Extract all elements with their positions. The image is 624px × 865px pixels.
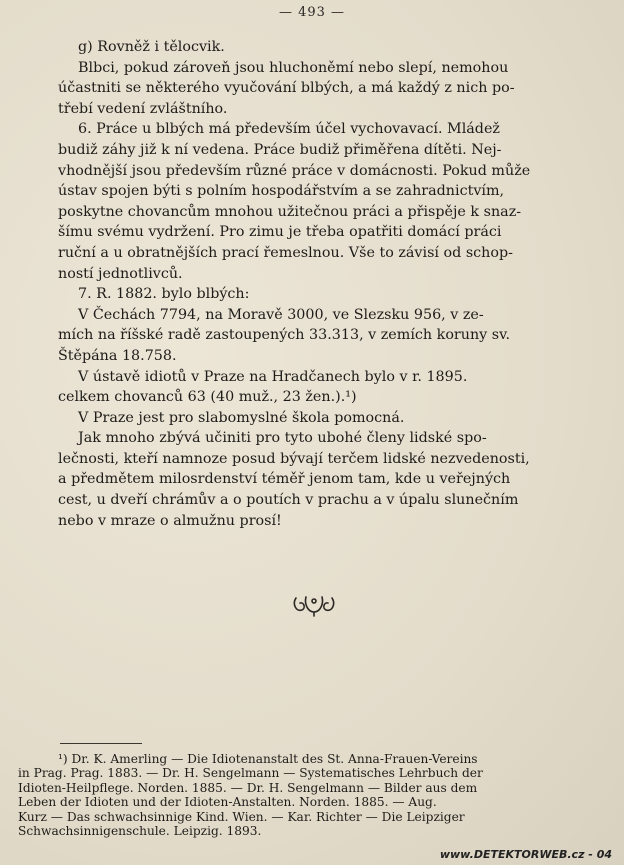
footnote-line: Kurz — Das schwachsinnige Kind. Wien. — Kar. Richter — Die Leipziger: [18, 809, 465, 824]
footnote-line: Schwachsinnigenschule. Leipzig. 1893.: [18, 824, 262, 839]
text-line: V Čechách 7794, na Moravě 3000, ve Slezsku 956, v ze-: [78, 306, 484, 323]
text-line: třebí vedení zvláštního.: [58, 100, 228, 117]
watermark: www.DETEKTORWEB.cz - 04: [439, 848, 612, 861]
text-line: V ústavě idiotů v Praze na Hradčanech bylo v r. 1895.: [78, 368, 468, 385]
text-line: nebo v mraze o almužnu prosí!: [58, 512, 282, 529]
text-line: mích na říšské radě zastoupených 33.313, v zemích koruny sv.: [58, 327, 511, 344]
footnote-line: Leben der Idioten und der Idioten-Anstalten. Norden. 1885. — Aug.: [18, 795, 437, 810]
text-line: účastniti se některého vyučování blbých, a má každý z nich po-: [58, 80, 515, 97]
footnote-divider: [60, 743, 142, 744]
body-text: [58, 37, 598, 531]
footnote-line: ¹) Dr. K. Amerling — Die Idiotenanstalt des St. Anna-Frauen-Vereins: [58, 752, 478, 766]
footnote-line: in Prag. Prag. 1883. — Dr. H. Sengelmann — Systematisches Lehrbuch der: [18, 766, 483, 781]
text-line: cest, u dveří chrámův a o poutích v prachu a v úpalu slunečním: [58, 492, 519, 509]
text-line: ústav spojen býti s polním hospodářstvím a se zahradnictvím,: [58, 183, 505, 200]
page-number: — 493 —: [278, 5, 346, 20]
text-line: 6. Práce u blbých má především účel vychovavací. Mládež: [78, 121, 500, 138]
text-line: a předmětem milosrdenství téměř jenom tam, kde u veřejných: [58, 471, 511, 488]
paragraph-work: [58, 119, 598, 284]
text-line: vhodnější jsou především různé práce v domácnosti. Pokud může: [58, 162, 531, 179]
text-line: lečnosti, kteří namnoze posud bývají terčem lidské nezvedenosti,: [58, 450, 530, 467]
text-line: Štěpána 18.758.: [58, 347, 177, 364]
text-line: poskytne chovancům mnohou užitečnou práci a přispěje k snaz-: [58, 203, 522, 220]
text-line: Jak mnoho zbývá učiniti pro tyto ubohé členy lidské spo-: [78, 430, 487, 447]
text-line: šímu svému vydržení. Pro zimu je třeba opatřiti domácí práci: [58, 224, 502, 241]
text-line: budiž záhy již k ní vedena. Práce budiž přiměřena dítěti. Nej-: [58, 141, 502, 158]
paragraph-gymnastics: [58, 37, 598, 119]
text-line: Blbci, pokud zároveň jsou hluchoněmí nebo slepí, nemohou: [78, 59, 509, 76]
text-line: 7. R. 1882. bylo blbých:: [78, 286, 250, 303]
floral-ornament-icon: [290, 592, 338, 618]
footnote-line: Idioten-Heilpflege. Norden. 1885. — Dr. H. Sengelmann — Bilder aus dem: [18, 780, 478, 795]
text-line: V Praze jest pro slabomyslné škola pomocná.: [78, 409, 405, 426]
footnotes: [18, 752, 600, 838]
text-line: celkem chovanců 63 (40 muž., 23 žen.).¹): [58, 389, 357, 406]
text-line: ruční a u obratnějších prací řemeslnou. Vše to závisí od schop-: [58, 244, 513, 261]
text-line: g) Rovněž i tělocvik.: [78, 39, 225, 55]
text-line: ností jednotlivců.: [58, 265, 183, 282]
paragraph-statistics: [58, 284, 598, 531]
